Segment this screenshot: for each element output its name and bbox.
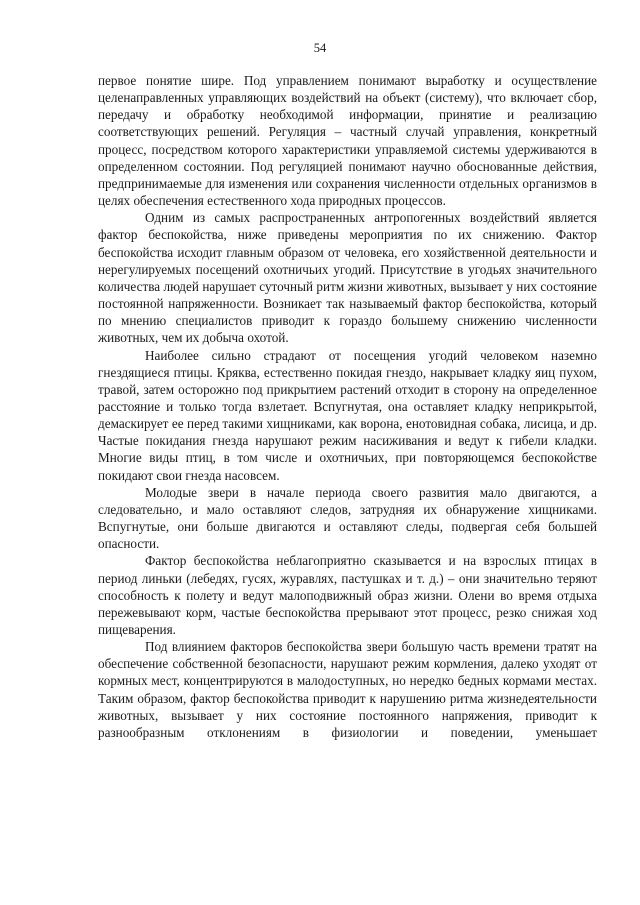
paragraph-young-animals: Молодые звери в начале периода своего развития мало двигаются, а следовательно, и мало оставляют следов, затрудняя их обнаружение хищниками. Вспугнутые, они больше двигаются и оставляют следы, подвергая себя большей опасности. — [98, 484, 597, 552]
body-text — [98, 72, 597, 741]
paragraph-disturbance-factor: Одним из самых распространенных антропогенных воздействий является фактор беспокойства, ниже приведены мероприятия по их снижению. Фактор беспокойства исходит главным образом от человека, его хозяйственной деятельности и нерегулируемых посещений охотничьих угодий. Присутствие в угодьях значительного количества людей нарушает суточный ритм жизни животных, вызывает у них состояние постоянной напряженности. Возникает так называемый фактор беспокойства, который по мнению специалистов приводит к гораздо большему снижению численности животных, чем их добыча охотой. — [98, 210, 597, 346]
paragraph-molting-birds: Фактор беспокойства неблагоприятно сказывается и на взрослых птицах в период линьки (лебедях, гусях, журавлях, пастушках и т. д.) – они значительно теряют способность к полету и ведут малоподвижный образ жизни. Олени во время отдыха пережевывают корм, частые беспокойства прерывают этот процесс, резко снижая ход пищеварения. — [98, 553, 597, 637]
paragraph-animal-behavior: Под влиянием факторов беспокойства звери большую часть времени тратят на обеспечение собственной безопасности, нарушают режим кормления, далеко уходят от кормных мест, концентрируются в малодоступных, но нередко бедных кормами местах. Таким образом, фактор беспокойства приводит к нарушению ритма жизнедеятельности животных, вызывает у них состояние постоянного напряжения, приводит к разнообразным отклонениям в физиологии и поведении, уменьшает — [98, 639, 597, 740]
page-number: 54 — [313, 41, 327, 55]
paragraph-ground-nesting-birds: Наиболее сильно страдают от посещения угодий человеком наземно гнездящиеся птицы. Кряква, естественно покидая гнездо, накрывает кладку яиц пухом, травой, затем осторожно под прикрытием растений отходит в сторону на определенное расстояние и только тогда взлетает. Вспугнутая, она оставляет кладку неприкрытой, демаскирует ее перед такими хищниками, как ворона, енотовидная собака, лисица, и др. Частые покидания гнезда нарушают режим насиживания и ведут к гибели кладки. Многие виды птиц, в том числе и охотничьих, при повторяющемся беспокойстве покидают свои гнезда насовсем. — [98, 347, 597, 483]
paragraph-management-definition: первое понятие шире. Под управлением понимают выработку и осуществление целенаправленных управляющих воздействий на объект (систему), что включает сбор, передачу и обработку необходимой информации, принятие и реализацию соответствующих решений. Регуляция – частный случай управления, конкретный процесс, посредством которого характеристики управляемой системы удерживаются в определенном состоянии. Под регуляцией понимают научно обоснованные действия, предпринимаемые для изменения или сохранения численности отдельных организмов в целях обеспечения естественного хода природных процессов. — [98, 73, 597, 209]
